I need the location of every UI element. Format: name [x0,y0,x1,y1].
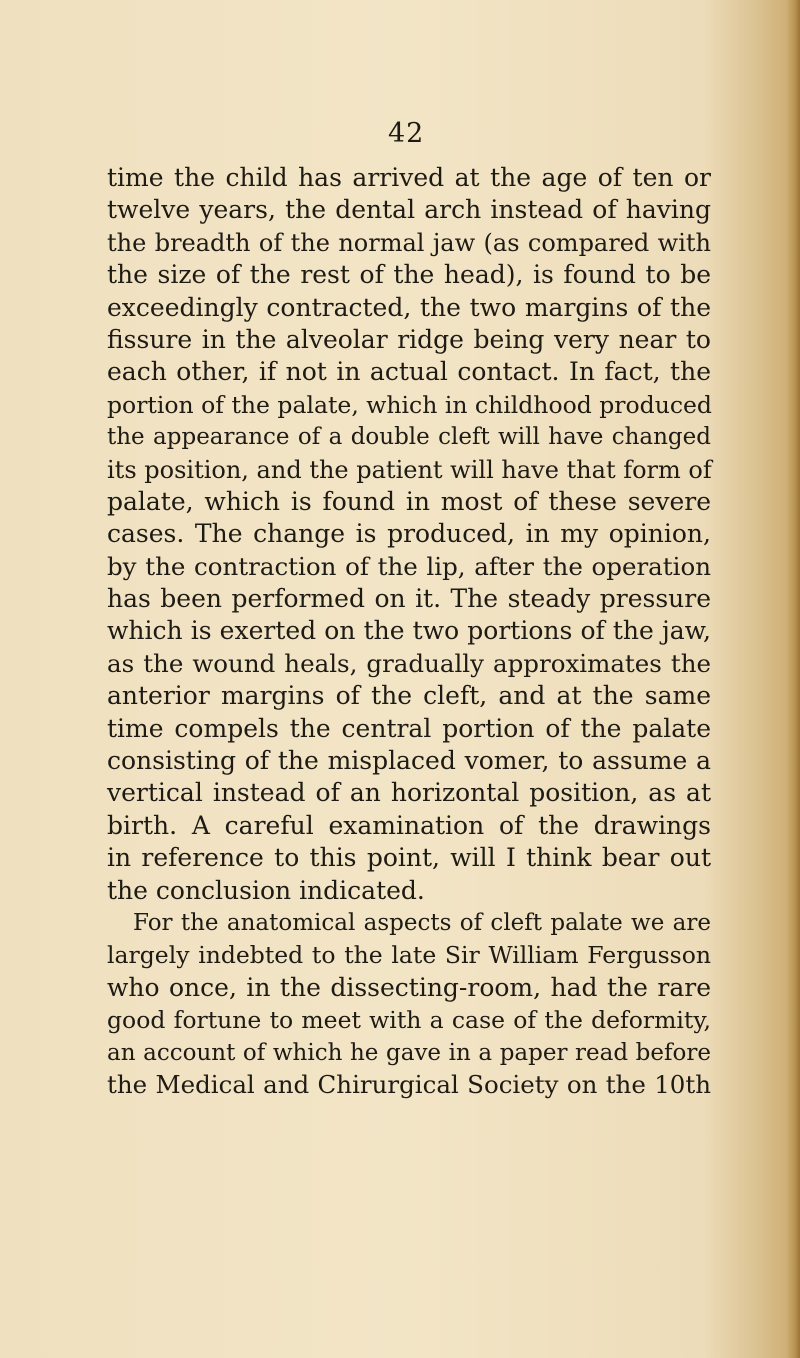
text-line: the breadth of the normal jaw (as compared with [107,228,711,257]
text-line: consisting of the misplaced vomer, to assume a [107,746,711,776]
text-line: anterior margins of the cleft, and at the same [107,681,711,711]
text-line: largely indebted to the late Sir William Fergusson [107,941,711,970]
text-line: time compels the central portion of the palate [107,713,711,743]
text-line: palate, which is found in most of these severe [107,486,711,516]
page-number: 42 [388,118,425,149]
text-line: vertical instead of an horizontal position, as at [107,778,711,808]
text-line: the appearance of a double cleft will have changed [107,424,711,451]
text-line: twelve years, the dental arch instead of having [107,195,711,225]
body-text [107,162,711,1101]
text-line: portion of the palate, which in childhood produced [107,390,712,419]
text-line: the Medical and Chirurgical Society on the 10th [107,1069,711,1099]
text-line: by the contraction of the lip, after the operation [107,551,711,581]
paragraph-first-line: For the anatomical aspects of cleft palate we are [133,909,711,936]
text-line: has been performed on it. The steady pressure [107,584,711,614]
text-line: who once, in the dissecting-room, had the rare [107,972,711,1002]
text-line: its position, and the patient will have that form of [107,455,712,484]
text-line: birth. A careful examination of the drawings [107,810,711,840]
text-line: good fortune to meet with a case of the deformity, [107,1006,711,1035]
text-line: fissure in the alveolar ridge being very near to [107,324,711,354]
text-line: as the wound heals, gradually approximates the [107,648,711,678]
text-line: each other, if not in actual contact. In fact, the [107,357,711,387]
text-line: time the child has arrived at the age of ten or [107,163,711,192]
text-line: in reference to this point, will I think bear out [107,843,711,873]
page-edge-shading [786,0,800,1358]
text-line: exceedingly contracted, the two margins of the [107,292,711,322]
text-line: which is exerted on the two portions of the jaw, [107,616,711,646]
text-line: cases. The change is produced, in my opinion, [107,519,711,549]
paragraph-end-line: the conclusion indicated. [107,875,425,905]
text-line: an account of which he gave in a paper read before [107,1039,711,1066]
text-line: the size of the rest of the head), is found to be [107,260,711,290]
